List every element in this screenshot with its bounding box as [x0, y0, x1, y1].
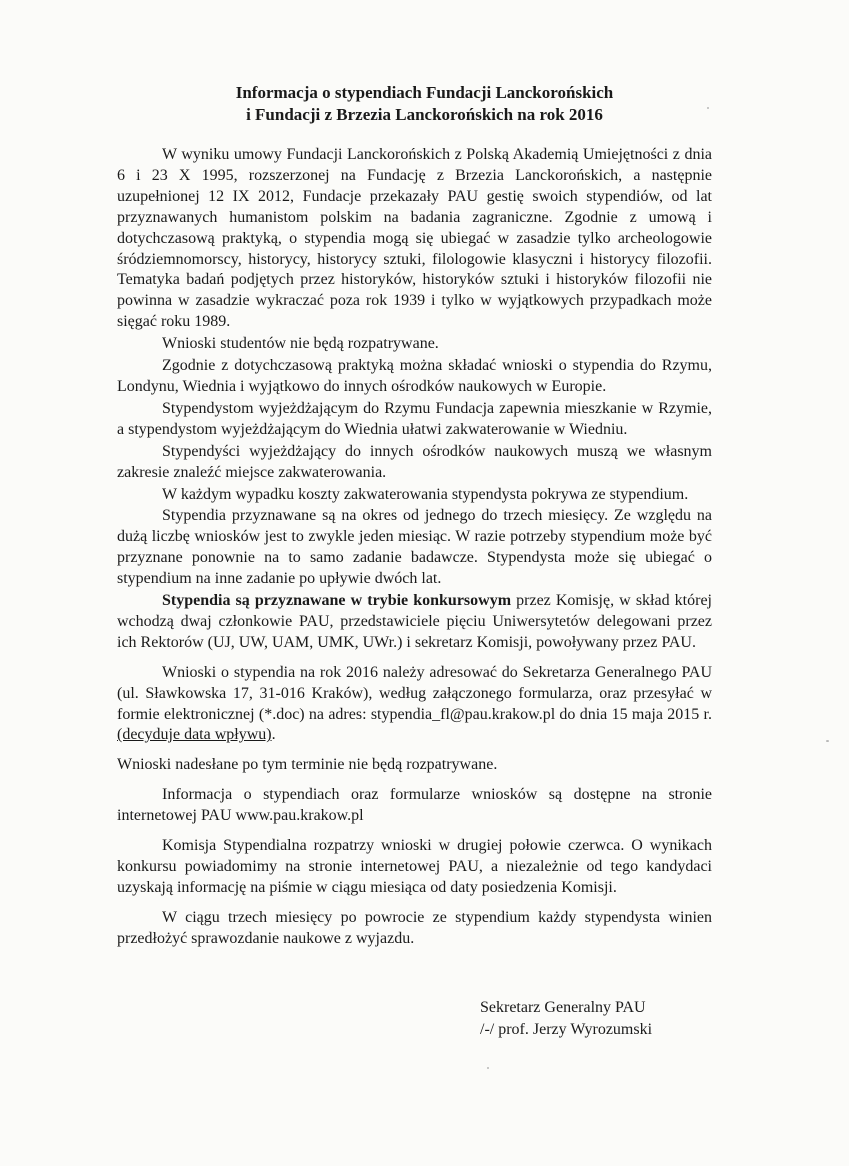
paragraph-results: Komisja Stypendialna rozpatrzy wnioski w drugiej połowie czerwca. O wynikach konkursu powiadomimy na stronie internetowej PAU, a niezależnie od tego kandydaci uzyskają informację na piśmie w ciągu miesiąca od daty posiedzenia Komisji.: [117, 837, 712, 896]
signature-name: /-/ prof. Jerzy Wyrozumski: [480, 1021, 653, 1038]
paragraph-website: Informacja o stypendiach oraz formularze wniosków są dostępne na stronie internetowej PAU www.pau.krakow.pl: [117, 786, 712, 825]
paragraph-students: Wnioski studentów nie będą rozpatrywane.: [162, 335, 439, 353]
paragraph-report: W ciągu trzech miesięcy po powrocie ze stypendium każdy stypendysta winien przedłożyć sprawozdanie naukowe z wyjazdu.: [117, 908, 712, 947]
committee-text: przez Komisję, w skład której wchodzą dwaj członkowie PAU, przedstawiciele pięciu Uniwersytetów delegowani przez ich Rektorów (UJ, UW, UAM, UMK, UWr.) i sekretarz Komisji, powoływany przez PAU.: [117, 592, 713, 651]
paragraph-late-applications: Wnioski nadesłane po tym terminie nie będą rozpatrywane.: [117, 756, 498, 774]
paragraph-eligibility: W wyniku umowy Fundacji Lanckorońskich z Polską Akademią Umiejętności z dnia 6 i 23 X 1995, rozszerzonej na Fundację z Brzezia Lanckorońskich, a następnie uzupełnionej 12 IX 2012, Fundacje przekazały PAU gestię swoich stypendiów, od lat przyznawanych humanistom polskim na badania zagraniczne. Zgodnie z umową i dotychczasową praktyką, o stypendia mogą się ubiegać w zasadzie tylko archeologowie śródziemnomorscy, historycy, historycy sztuki, filologowie klasyczni i historycy filozofii. Tematyka badań podjętych przez historyków, historyków sztuki i historyków filozofii nie powinna w zasadzie wykraczać poza rok 1939 i tylko w wyjątkowych przypadkach może sięgać roku 1989.: [117, 146, 712, 331]
paragraph-rome-vienna: Stypendystom wyjeżdżającym do Rzymu Fundacja zapewnia mieszkanie w Rzymie, a stypendystom wyjeżdżającym do Wiednia ułatwi zakwaterowanie w Wiedniu.: [117, 399, 712, 438]
paragraph-application-address: [117, 663, 712, 747]
document-title-line-2: i Fundacji z Brzezia Lanckorońskich na rok 2016: [246, 105, 603, 124]
scan-speck: [826, 740, 829, 742]
paragraph-other-centres: Stypendyści wyjeżdżający do innych ośrodków naukowych muszą we własnym zakresie znaleźć miejsce zakwaterowania.: [117, 442, 712, 481]
paragraph-costs: W każdym wypadku koszty zakwaterowania stypendysta pokrywa ze stypendium.: [162, 485, 689, 503]
letter-body: [117, 145, 712, 951]
application-address-end: .: [271, 726, 276, 744]
signature-block: [480, 997, 652, 1041]
paragraph-destinations: Zgodnie z dotychczasową praktyką można składać wnioski o stypendia do Rzymu, Londynu, Wiednia i wyjątkowo do innych ośrodków naukowych w Europie.: [117, 357, 712, 395]
competition-mode-bold: Stypendia są przyznawane w trybie konkursowym: [162, 592, 512, 610]
paragraph-committee: [117, 591, 712, 654]
receipt-date-note: (decyduje data wpływu): [117, 726, 272, 744]
signature-title: Sekretarz Generalny PAU: [480, 999, 646, 1016]
scan-speck: [707, 107, 709, 109]
scan-speck: [487, 1067, 489, 1069]
application-address-text: Wnioski o stypendia na rok 2016 należy adresować do Sekretarza Generalnego PAU (ul. Sławkowska 17, 31-016 Kraków), według załączonego formularza, oraz przesyłać w formie elektronicznej (*.doc) na adres: stypendia_fl@pau.krakow.pl do dnia 15 maja 2015 r.: [117, 663, 712, 723]
document-title-line-1: Informacja o stypendiach Fundacji Lanckorońskich: [235, 83, 614, 102]
paragraph-duration: Stypendia przyznawane są na okres od jednego do trzech miesięcy. Ze względu na dużą liczbę wniosków jest to zwykle jeden miesiąc. W razie potrzeby stypendium może być przyznane ponownie na to samo zadanie badawcze. Stypendysta może się ubiegać o stypendium na inne zadanie po upływie dwóch lat.: [117, 507, 712, 588]
